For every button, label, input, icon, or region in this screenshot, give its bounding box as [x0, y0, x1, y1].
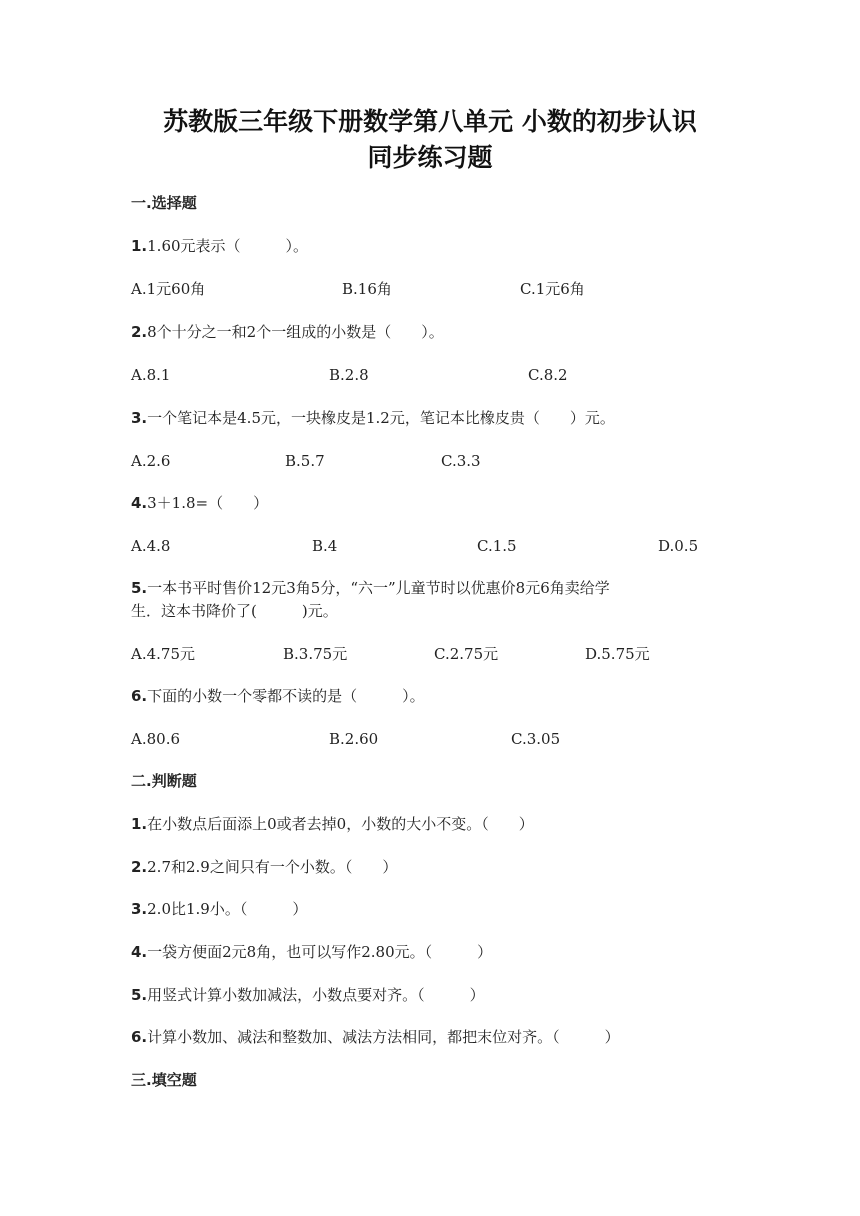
option-c: C.1.5: [477, 537, 517, 555]
option-c: C.2.75元: [434, 645, 499, 663]
option-d: D.0.5: [658, 537, 699, 555]
question-text: 1.60元表示（ ）。: [147, 237, 309, 255]
option-c: C.1元6角: [520, 280, 585, 298]
question-text: 一个笔记本是4.5元，一块橡皮是1.2元，笔记本比橡皮贵（ ）元。: [147, 409, 615, 427]
option-a: A.4.75元: [131, 645, 195, 663]
question-number: 2.: [131, 858, 148, 876]
question-number: 5.: [131, 986, 148, 1004]
section-heading-fill: 三.填空题: [131, 1071, 197, 1089]
question-text: 计算小数加、减法和整数加、减法方法相同，都把末位对齐。（ ）: [147, 1028, 620, 1046]
page-title: 苏教版三年级下册数学第八单元 小数的初步认识: [163, 107, 697, 136]
judge-question-6: [131, 1027, 620, 1047]
judge-question-2: [131, 857, 397, 877]
question-number: 2.: [131, 323, 148, 341]
option-a: A.1元60角: [131, 280, 206, 298]
option-b: B.3.75元: [283, 645, 348, 663]
question-text: 一本书平时售价12元3角5分，“六一”儿童节时以优惠价8元6角卖给学: [147, 579, 610, 597]
choice-options-5: [0, 644, 860, 664]
choice-question-2: [131, 322, 444, 342]
question-number: 4.: [131, 943, 148, 961]
option-a: A.8.1: [131, 366, 171, 384]
choice-question-5-continued: 生．这本书降价了( )元。: [131, 602, 338, 620]
option-b: B.5.7: [285, 452, 325, 470]
judge-question-5: [131, 985, 485, 1005]
option-b: B.2.60: [329, 730, 379, 748]
question-number: 6.: [131, 1028, 148, 1046]
option-d: D.5.75元: [585, 645, 650, 663]
question-text: 下面的小数一个零都不读的是（ ）。: [147, 687, 425, 705]
section-heading-judge: 二.判断题: [131, 772, 197, 790]
choice-options-4: [0, 536, 860, 556]
page-subtitle: 同步练习题: [367, 143, 493, 172]
option-b: B.4: [312, 537, 338, 555]
option-c: C.8.2: [528, 366, 568, 384]
question-number: 1.: [131, 815, 148, 833]
option-a: A.2.6: [131, 452, 171, 470]
question-text: 一袋方便面2元8角，也可以写作2.80元。（ ）: [147, 943, 493, 961]
option-c: C.3.3: [441, 452, 481, 470]
option-a: A.4.8: [131, 537, 171, 555]
choice-question-6: [131, 686, 425, 706]
question-number: 3.: [131, 409, 148, 427]
option-a: A.80.6: [131, 730, 180, 748]
choice-question-3: [131, 408, 615, 428]
choice-options-3: [0, 451, 860, 471]
question-number: 5.: [131, 579, 148, 597]
judge-question-1: [131, 814, 534, 834]
choice-options-6: [0, 729, 860, 749]
question-number: 4.: [131, 494, 148, 512]
option-b: B.2.8: [329, 366, 369, 384]
question-number: 6.: [131, 687, 148, 705]
option-c: C.3.05: [511, 730, 561, 748]
section-heading-choice: 一.选择题: [131, 194, 197, 212]
option-b: B.16角: [342, 280, 392, 298]
question-text: 2.0比1.9小。（ ）: [147, 900, 308, 918]
question-number: 3.: [131, 900, 148, 918]
judge-question-4: [131, 942, 492, 962]
question-text: 8个十分之一和2个一组成的小数是（ ）。: [147, 323, 444, 341]
choice-question-1: [131, 236, 308, 256]
question-text: 2.7和2.9之间只有一个小数。（ ）: [147, 858, 398, 876]
choice-question-5: [131, 578, 610, 598]
question-text: 3＋1.8=（ ）: [147, 494, 269, 512]
choice-options-2: [0, 365, 860, 385]
question-text: 在小数点后面添上0或者去掉0，小数的大小不变。（ ）: [147, 815, 534, 833]
question-number: 1.: [131, 237, 148, 255]
judge-question-3: [131, 899, 307, 919]
question-text: 用竖式计算小数加减法，小数点要对齐。（ ）: [147, 986, 485, 1004]
choice-question-4: [131, 493, 268, 513]
choice-options-1: [0, 279, 860, 299]
